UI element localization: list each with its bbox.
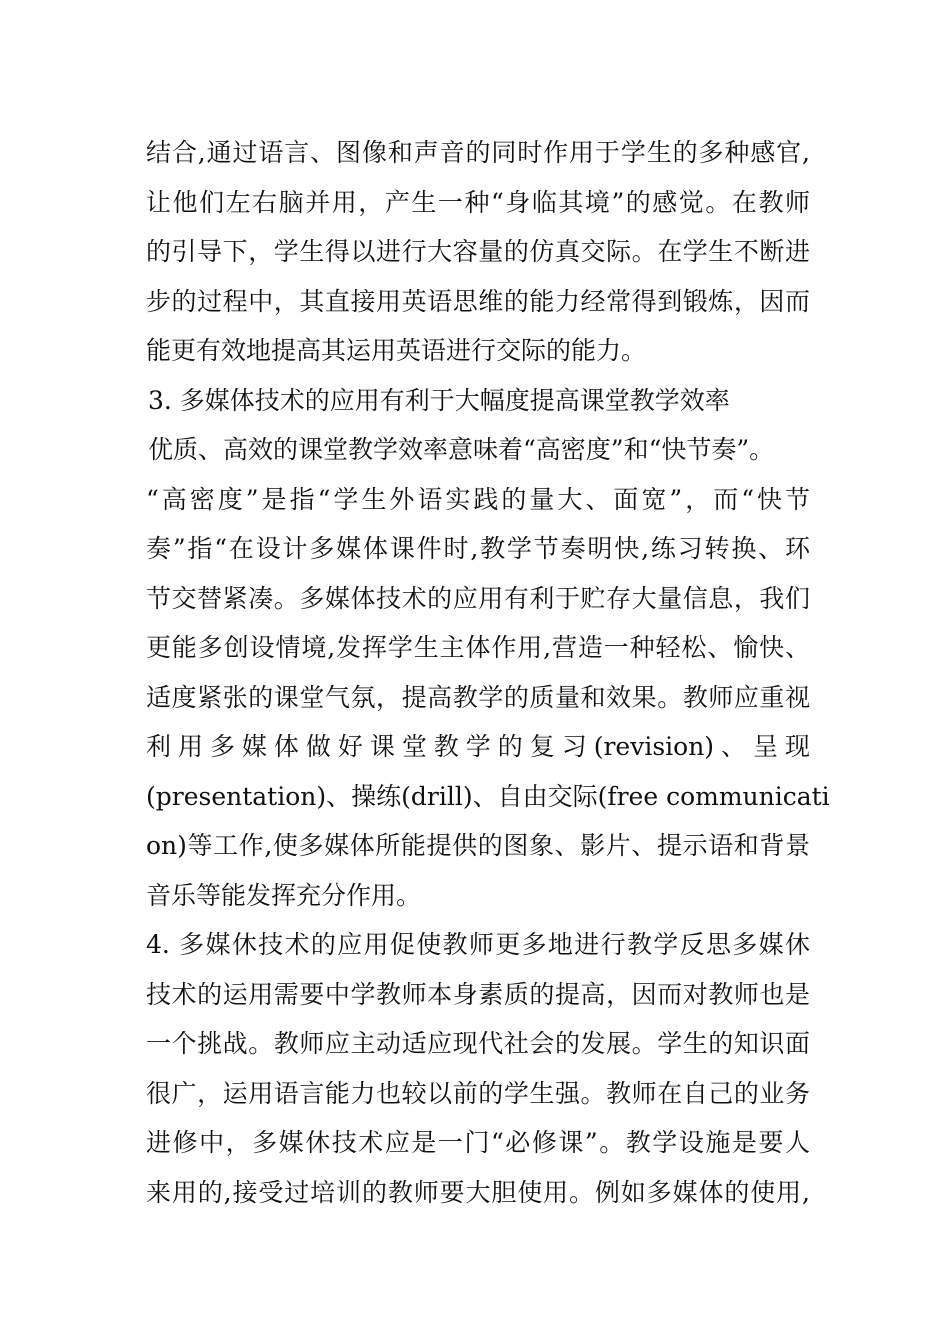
body-text bbox=[146, 128, 830, 1217]
text-line: 适度紧张的课堂气氛，提高教学的质量和效果。教师应重视 bbox=[146, 682, 810, 712]
text-line: 来用的,接受过培训的教师要大胆使用。例如多媒体的使用, bbox=[146, 1177, 810, 1207]
text-line: 更能多创设情境,发挥学生主体作用,营造一种轻松、愉快、 bbox=[146, 633, 810, 662]
text-line: 结合,通过语言、图像和声音的同时作用于学生的多种感官, bbox=[146, 138, 810, 167]
text-line: 步的过程中，其直接用英语思维的能力经常得到锻炼，因而 bbox=[146, 286, 810, 316]
text-line: 能更有效地提高其运用英语进行交际的能力。 bbox=[146, 336, 647, 365]
text-line: 利用多媒体做好课堂教学的复习(revision)、呈现 bbox=[146, 732, 810, 761]
section-heading: 4. 多媒休技术的应用促使教师更多地进行教学反思多媒休 bbox=[146, 930, 810, 959]
text-line: on)等工作,使多媒体所能提供的图象、影片、提示语和背景 bbox=[146, 831, 810, 860]
text-line: 技术的运用需要中学教师本身素质的提高，因而对教师也是 bbox=[146, 979, 810, 1009]
text-line: 优质、高效的课堂教学效率意味着“高密度”和“快节奏”。 bbox=[148, 435, 775, 464]
text-line: (presentation)、操练(drill)、自由交际(free communicati bbox=[146, 781, 830, 811]
text-line: 让他们左右脑并用，产生一种“身临其境”的感觉。在教师 bbox=[146, 187, 810, 217]
text-line: 奏”指“在设计多媒体课件时,教学节奏明快,练习转换、环 bbox=[146, 534, 810, 563]
text-line: 进修中，多媒休技术应是一门“必修课”。教学设施是要人 bbox=[146, 1128, 810, 1157]
text-line: 很广，运用语言能力也较以前的学生强。教师在自己的业务 bbox=[146, 1078, 810, 1108]
text-line: 音乐等能发挥充分作用。 bbox=[146, 880, 422, 910]
text-line: “高密度”是指“学生外语实践的量大、面宽”，而“快节 bbox=[146, 484, 810, 514]
text-line: 一个挑战。教师应主动适应现代社会的发展。学生的知识面 bbox=[146, 1029, 810, 1058]
text-line: 的引导下，学生得以进行大容量的仿真交际。在学生不断进 bbox=[146, 237, 810, 266]
section-heading: 3. 多媒体技术的应用有利于大幅度提高课堂教学效率 bbox=[148, 385, 730, 415]
text-line: 节交替紧凑。多媒体技术的应用有利于贮存大量信息，我们 bbox=[146, 583, 810, 613]
